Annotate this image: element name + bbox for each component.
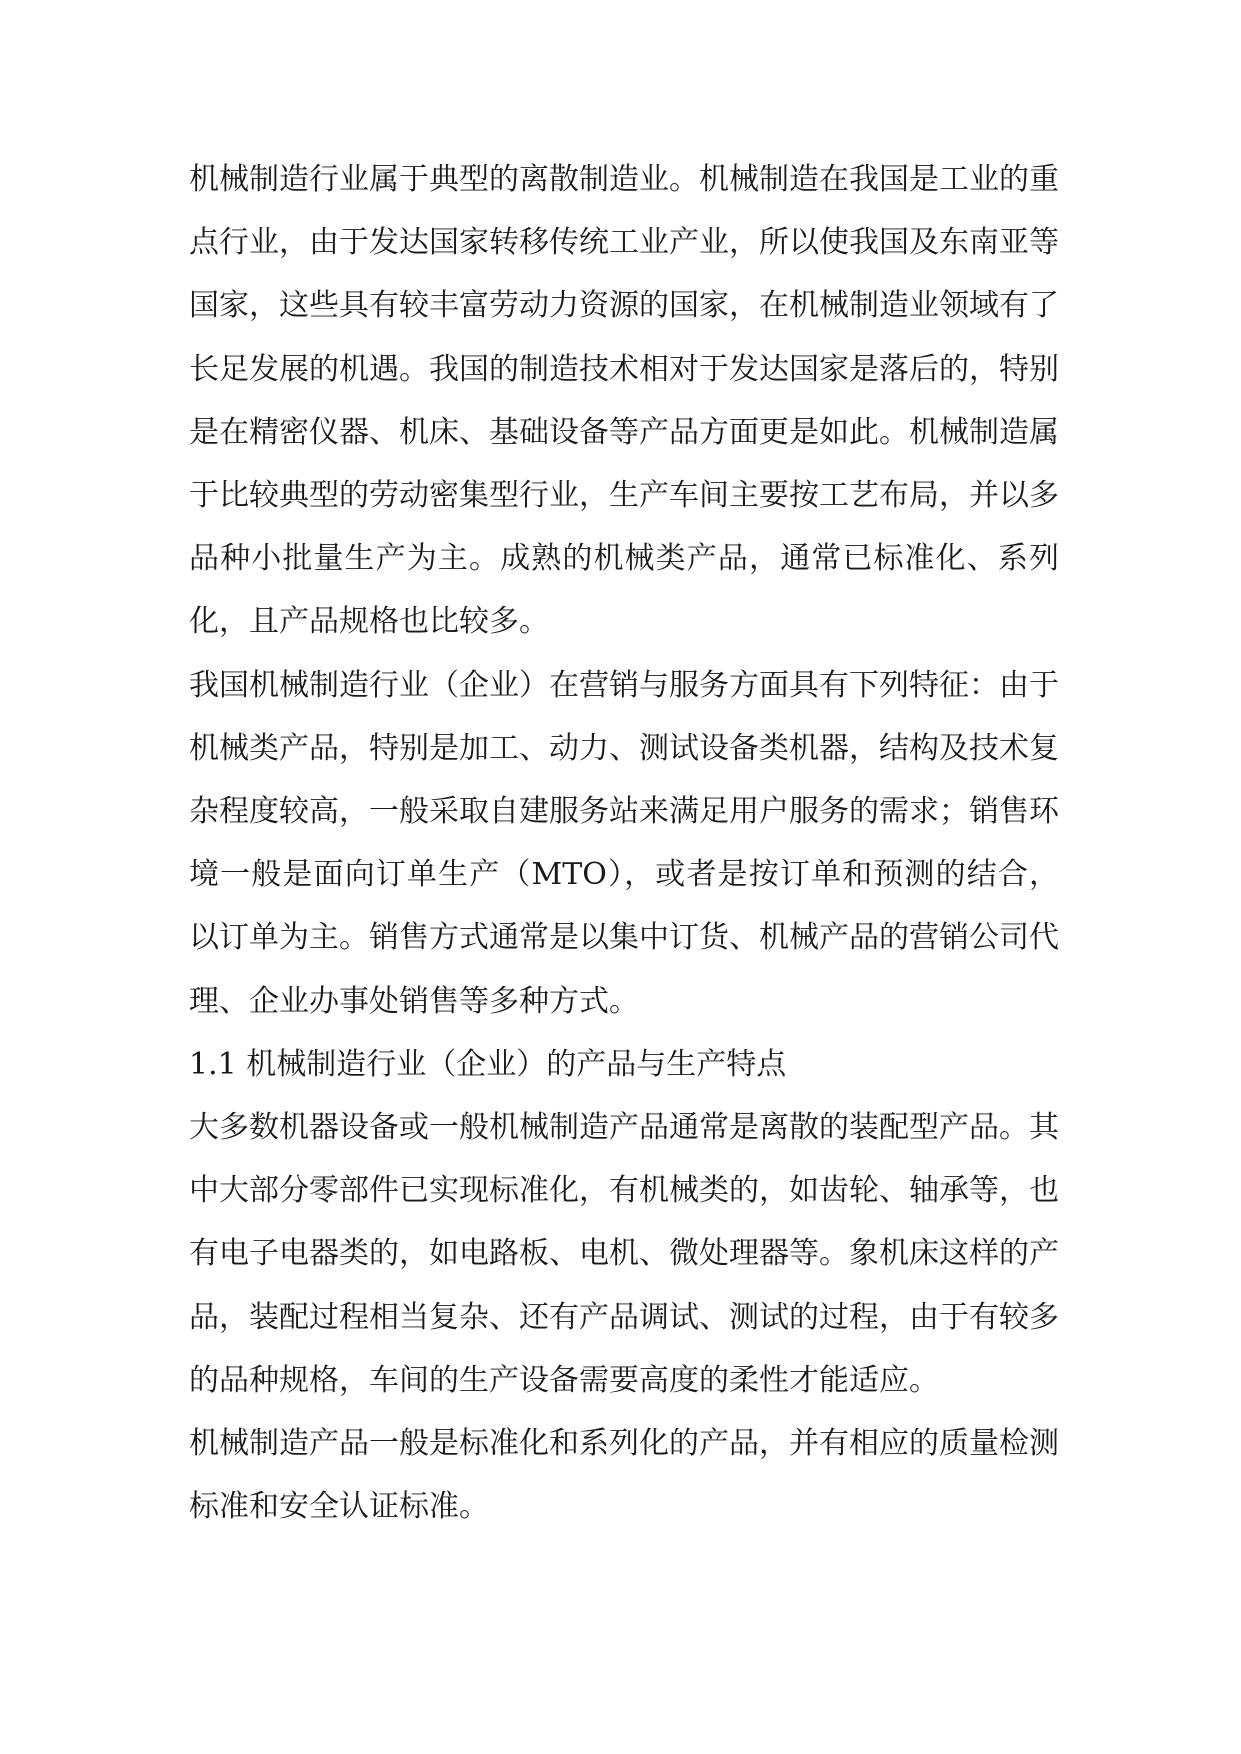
document-body (189, 148, 1059, 1538)
section-heading: 1.1 机械制造行业（企业）的产品与生产特点 (189, 1046, 787, 1082)
paragraph-industry-overview: 机械制造行业属于典型的离散制造业。机械制造在我国是工业的重点行业，由于发达国家转移传统工业产业，所以使我国及东南亚等国家，这些具有较丰富劳动力资源的国家，在机械制造业领域有了长足发展的机遇。我国的制造技术相对于发达国家是落后的，特别是在精密仪器、机床、基础设备等产品方面更是如此。机械制造属于比较典型的劳动密集型行业，生产车间主要按工艺布局，并以多品种小批量生产为主。成熟的机械类产品，通常已标准化、系列化，且产品规格也比较多。 (189, 162, 1059, 640)
paragraph-marketing-service: 我国机械制造行业（企业）在营销与服务方面具有下列特征：由于机械类产品，特别是加工、动力、测试设备类机器，结构及技术复杂程度较高，一般采取自建服务站来满足用户服务的需求；销售环境一般是面向订单生产（MTO），或者是按订单和预测的结合，以订单为主。销售方式通常是以集中订货、机械产品的营销公司代理、企业办事处销售等多种方式。 (189, 667, 1059, 1019)
paragraph-standardization: 机械制造产品一般是标准化和系列化的产品，并有相应的质量检测标准和安全认证标准。 (189, 1426, 1059, 1525)
paragraph-product-characteristics: 大多数机器设备或一般机械制造产品通常是离散的装配型产品。其中大部分零部件已实现标准化，有机械类的，如齿轮、轴承等，也有电子电器类的，如电路板、电机、微处理器等。象机床这样的产品，装配过程相当复杂、还有产品调试、测试的过程，由于有较多的品种规格，车间的生产设备需要高度的柔性才能适应。 (189, 1110, 1059, 1398)
